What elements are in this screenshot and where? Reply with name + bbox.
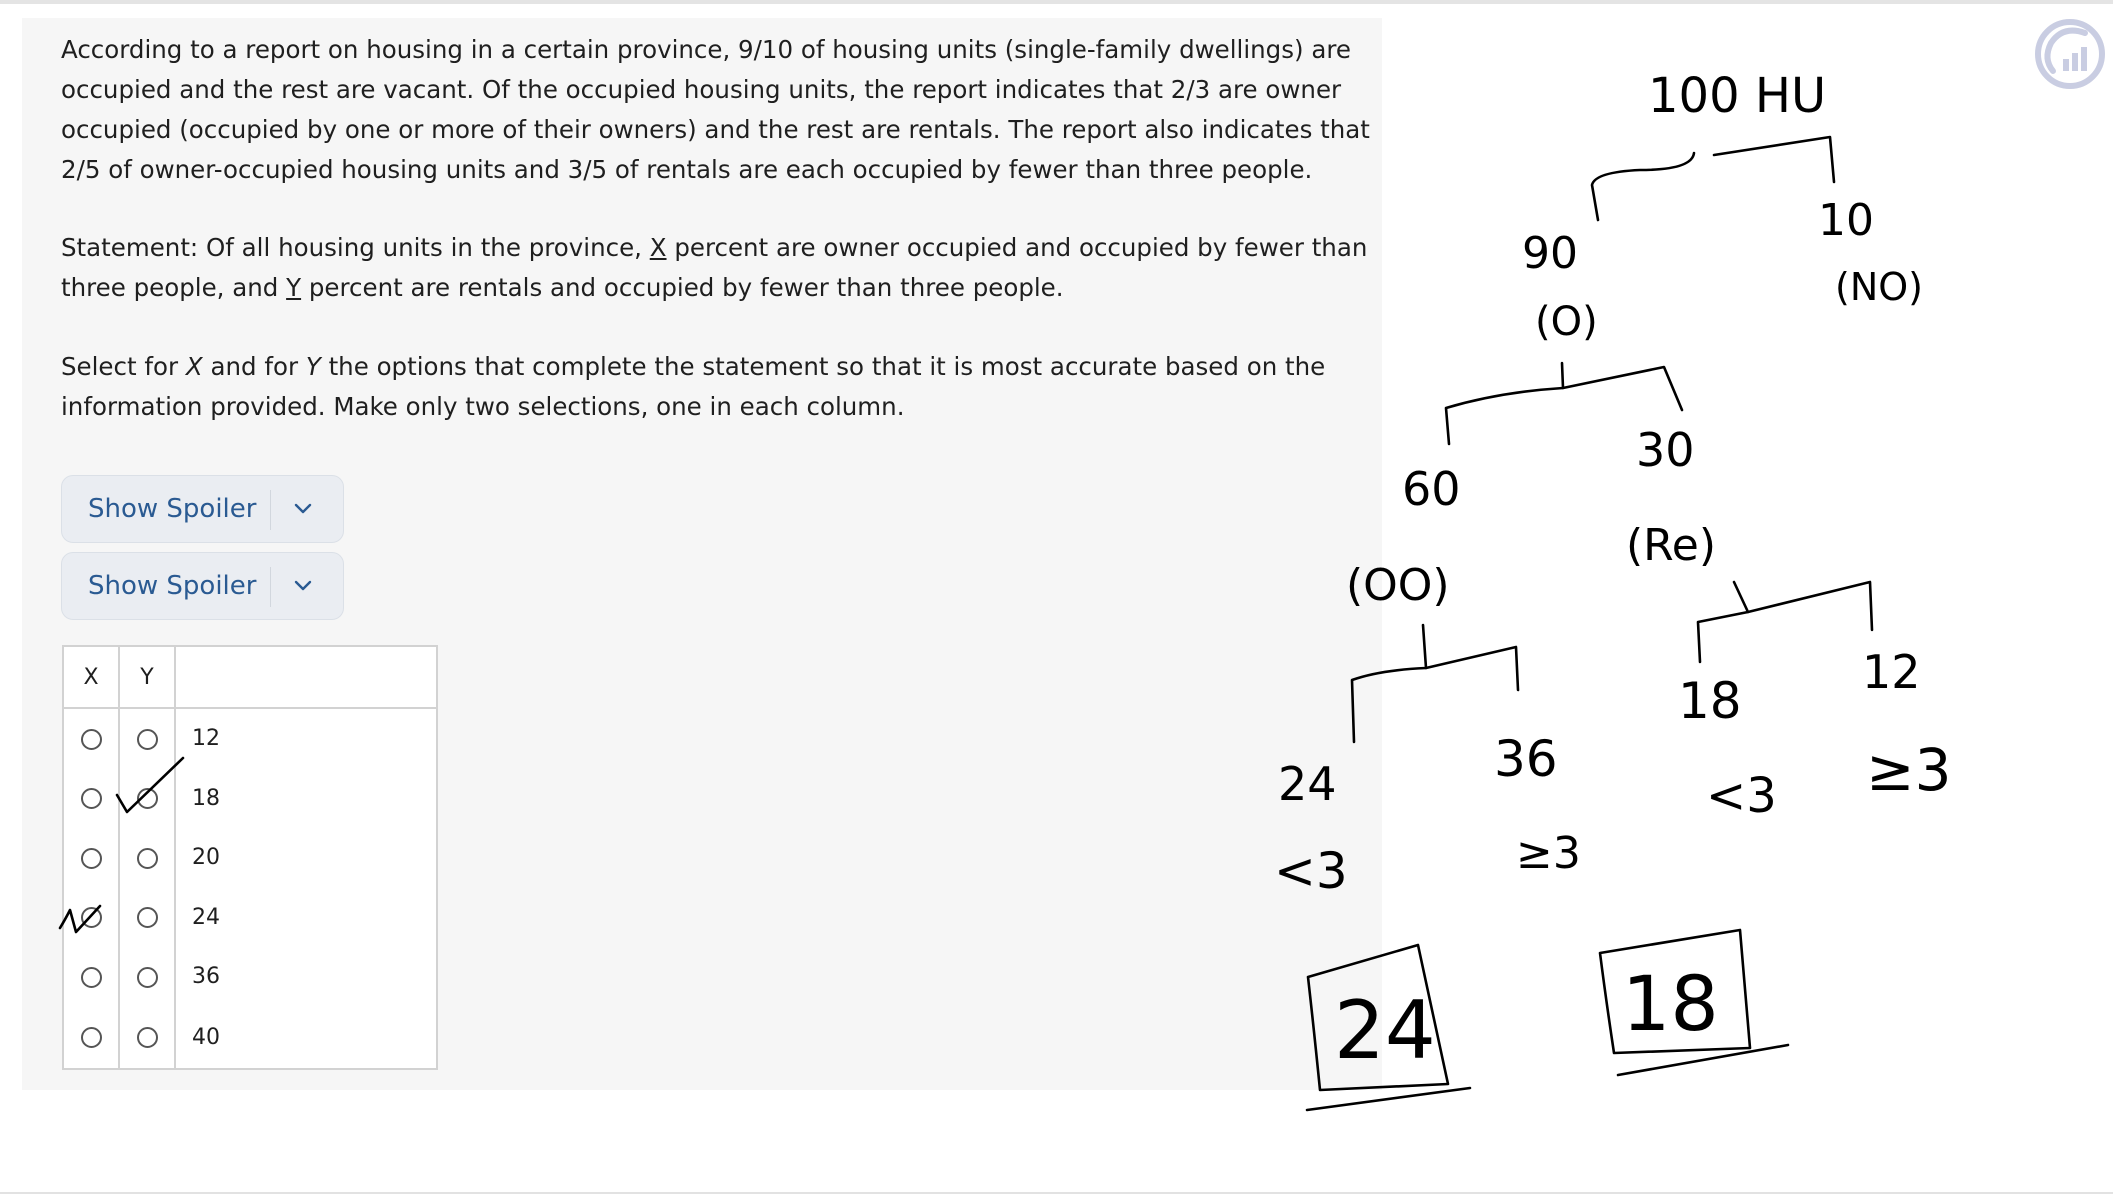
rental-lt3-tag: <3 (1706, 768, 1777, 824)
vacant-tag: (NO) (1835, 265, 1923, 309)
branch-line (1592, 153, 1694, 220)
underline-y (1618, 1045, 1788, 1075)
question-instructions: Select for X and for Y the options that complete the statement so that it is most accurate based on the information provided. Make only two selections, one in each column. (61, 352, 1326, 421)
owner-tag: (OO) (1346, 560, 1450, 611)
column-header-y: Y (119, 646, 175, 708)
rental-ge3-tag: ≥3 (1866, 736, 1952, 804)
option-value: 36 (175, 947, 437, 1007)
branch-line (1446, 363, 1563, 444)
underline-x (1307, 1088, 1470, 1110)
spoiler-label: Show Spoiler (88, 494, 257, 524)
answer-table (62, 645, 438, 1070)
table-row (63, 769, 437, 829)
table-row (63, 828, 437, 888)
radio-x-36[interactable] (81, 967, 102, 988)
rental-count: 30 (1636, 423, 1695, 477)
spoiler-divider (270, 490, 271, 530)
show-spoiler-button-1[interactable] (61, 475, 344, 543)
table-row (63, 1007, 437, 1069)
answer-box-y (1600, 930, 1750, 1053)
vacant-count: 10 (1818, 195, 1874, 246)
rental-ge3-count: 12 (1862, 645, 1921, 699)
radio-x-40[interactable] (81, 1027, 102, 1048)
root-label: 100 HU (1648, 68, 1827, 124)
bottom-rule (0, 1192, 2113, 1194)
column-header-x: X (63, 646, 119, 708)
chevron-down-icon[interactable] (290, 496, 316, 522)
branch-line (1426, 647, 1518, 690)
radio-y-36[interactable] (137, 967, 158, 988)
rental-tag: (Re) (1626, 520, 1716, 571)
column-header-value (175, 646, 437, 708)
radio-y-24[interactable] (137, 907, 158, 928)
blank-y: Y (286, 273, 302, 302)
radio-x-12[interactable] (81, 729, 102, 750)
radio-y-18[interactable] (137, 788, 158, 809)
answer-x: 24 (1334, 984, 1436, 1077)
owner-ge3-count: 36 (1494, 730, 1558, 788)
radio-x-18[interactable] (81, 788, 102, 809)
radio-y-20[interactable] (137, 848, 158, 869)
branch-line (1698, 582, 1748, 662)
option-value: 12 (175, 708, 437, 769)
top-rule (0, 0, 2113, 4)
occupied-tag: (O) (1535, 299, 1598, 345)
branch-line (1714, 137, 1834, 182)
logo-icon (2033, 17, 2107, 91)
chevron-down-icon[interactable] (290, 573, 316, 599)
branch-line (1563, 367, 1682, 410)
table-row (63, 708, 437, 769)
table-row (63, 947, 437, 1007)
show-spoiler-button-2[interactable] (61, 552, 344, 620)
radio-x-24[interactable] (81, 907, 102, 928)
occupied-count: 90 (1522, 228, 1578, 279)
option-value: 40 (175, 1007, 437, 1069)
radio-y-12[interactable] (137, 729, 158, 750)
owner-lt3-count: 24 (1278, 757, 1337, 811)
question-paragraph: According to a report on housing in a certain province, 9/10 of housing units (single-family dwellings) are occupied and the rest are vacant. Of the occupied housing units, the report indicates that 2/3 are owner occupied (occupied by one or more of their owners) and the rest are rentals. The report also indicates that 2/5 of owner-occupied housing units and 3/5 of rentals are each occupied by fewer than three people. (61, 35, 1370, 184)
answer-y: 18 (1622, 959, 1719, 1048)
radio-y-40[interactable] (137, 1027, 158, 1048)
branch-line (1748, 582, 1872, 630)
spoiler-divider (270, 567, 271, 607)
spoiler-label: Show Spoiler (88, 571, 257, 601)
blank-x: X (649, 233, 667, 262)
question-statement: Statement: Of all housing units in the province, X percent are owner occupied and occupied by fewer than three people, and Y percent are rentals and occupied by fewer than three people. (61, 233, 1368, 302)
option-value: 24 (175, 888, 437, 948)
table-row (63, 888, 437, 948)
owner-lt3-tag: <3 (1274, 842, 1348, 900)
rental-lt3-count: 18 (1678, 672, 1742, 730)
radio-x-20[interactable] (81, 848, 102, 869)
option-value: 18 (175, 769, 437, 829)
owner-count: 60 (1402, 462, 1461, 516)
owner-ge3-tag: ≥3 (1516, 828, 1581, 879)
option-value: 20 (175, 828, 437, 888)
